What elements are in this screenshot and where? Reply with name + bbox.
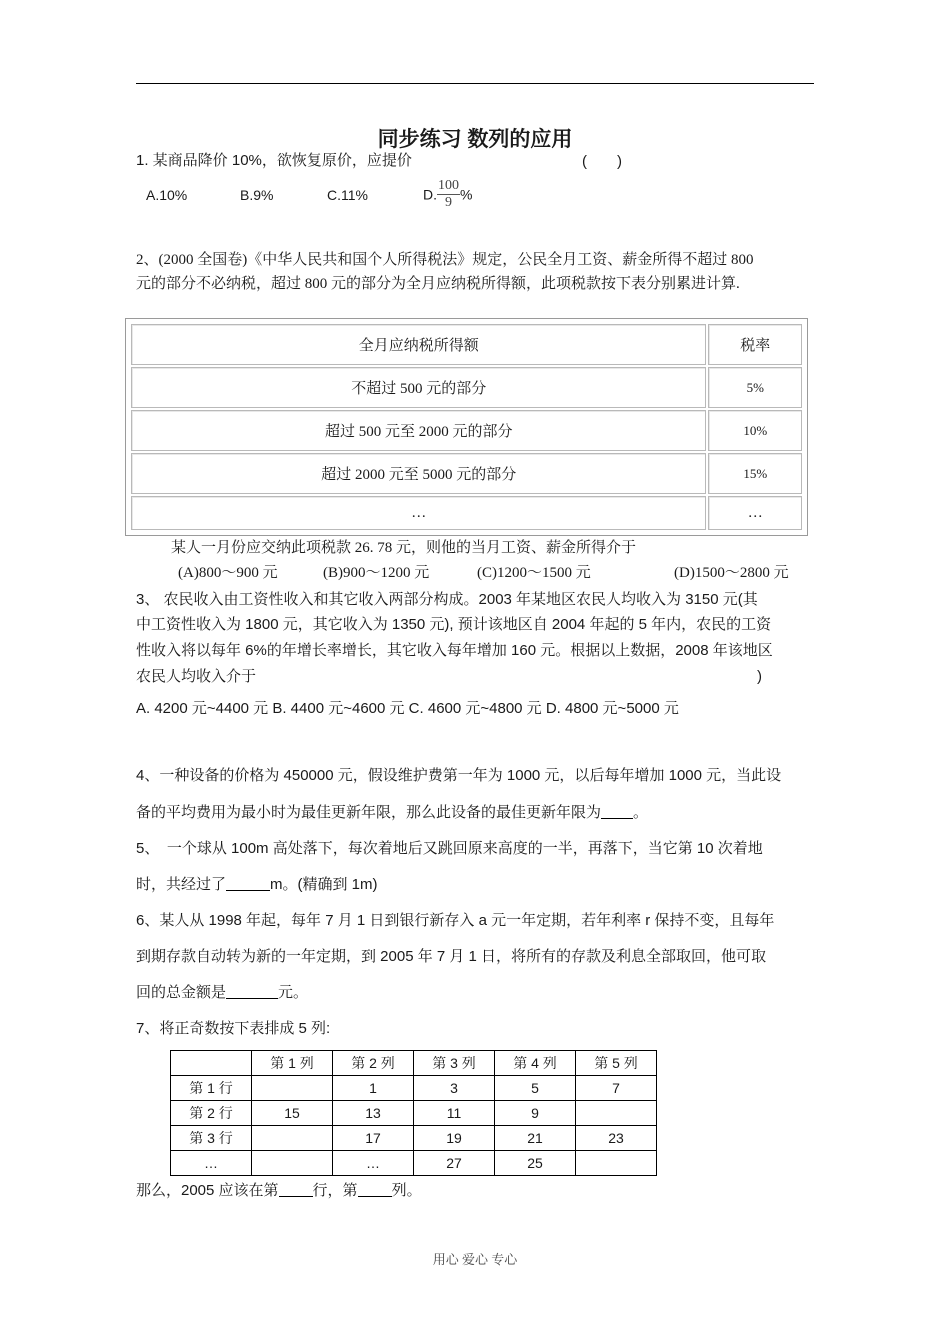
- table-cell: 超过 500 元至 2000 元的部分: [131, 410, 706, 451]
- table-cell: 10%: [708, 410, 802, 451]
- question-5-line-2: [136, 874, 378, 896]
- table-cell: [576, 1151, 657, 1176]
- table-cell: 15%: [708, 453, 802, 494]
- question-7-intro: 7、将正奇数按下表排成 5 列:: [136, 1020, 331, 1037]
- question-3-paren: ): [757, 668, 762, 685]
- table-row: [131, 453, 802, 494]
- table-cell: 9: [495, 1101, 576, 1126]
- fraction-denominator: 9: [445, 195, 452, 210]
- table-cell: 第 3 行: [171, 1126, 252, 1151]
- table-cell: 7: [576, 1076, 657, 1101]
- tax-rate-table: [129, 322, 804, 532]
- q2-option-d: (D)1500～2800 元: [674, 565, 789, 581]
- question-4-line-2: [136, 802, 648, 824]
- question-4-line-2-text: 备的平均费用为最小时为最佳更新年限，那么此设备的最佳更新年限为: [136, 804, 602, 821]
- table-cell: 第 1 行: [171, 1076, 252, 1101]
- table-row: [171, 1076, 657, 1101]
- question-7-ending-start: 那么，2005 应该在第: [136, 1182, 279, 1199]
- table-row: [131, 367, 802, 408]
- question-6-line-1: 6、某人从 1998 年起，每年 7 月 1 日到银行新存入 a 元一年定期，若年利率 r 保持不变，且每年: [136, 912, 775, 929]
- answer-blank: [601, 804, 633, 819]
- header-rule: [136, 83, 814, 84]
- table-cell: [252, 1126, 333, 1151]
- q2-option-c: (C)1200～1500 元: [477, 565, 591, 581]
- q1-option-d-prefix: D.: [423, 186, 437, 203]
- question-2-line-2: 元的部分不必纳税，超过 800 元的部分为全月应纳税所得额，此项税款按下表分别累进计算.: [136, 276, 740, 292]
- q1-option-b: B.9%: [240, 187, 274, 203]
- odd-number-table: [170, 1050, 657, 1176]
- table-cell: …: [333, 1151, 414, 1176]
- table-row: [171, 1151, 657, 1176]
- question-4-line-2-end: 。: [633, 804, 649, 821]
- question-2-line-1: 2、(2000 全国卷)《中华人民共和国个人所得税法》规定，公民全月工资、薪金所得不超过 800: [136, 252, 754, 268]
- table-cell: 15: [252, 1101, 333, 1126]
- table-header-cell: 第 5 列: [576, 1051, 657, 1076]
- table-row: [131, 496, 802, 530]
- question-7-ending-end: 列。: [391, 1182, 422, 1199]
- table-cell: 19: [414, 1126, 495, 1151]
- question-5-line-1: 5、 一个球从 100m 高处落下，每次着地后又跳回原来高度的一半，再落下，当它第 10 次着地: [136, 840, 763, 857]
- table-row: [171, 1126, 657, 1151]
- question-6-line-3-end: 元。: [278, 984, 309, 1001]
- table-row: [171, 1101, 657, 1126]
- table-cell: …: [708, 496, 802, 530]
- table-header-cell: 第 4 列: [495, 1051, 576, 1076]
- table-cell: 23: [576, 1126, 657, 1151]
- q1-option-a: A.10%: [146, 187, 188, 203]
- table-cell: …: [131, 496, 706, 530]
- table-cell: 1: [333, 1076, 414, 1101]
- answer-blank: [279, 1182, 313, 1197]
- table-cell: 第 2 行: [171, 1101, 252, 1126]
- table-cell: 5: [495, 1076, 576, 1101]
- question-5-line-2-start: 时，共经过了: [136, 876, 227, 893]
- fraction-numerator: 100: [438, 178, 459, 193]
- answer-blank: [358, 1182, 392, 1197]
- question-3-line-3: 性收入将以每年 6%的年增长率增长，其它收入每年增加 160 元。根据以上数据，2008 年该地区: [136, 642, 773, 659]
- table-row: [131, 410, 802, 451]
- question-6-line-2: 到期存款自动转为新的一年定期，到 2005 年 7 月 1 日，将所有的存款及利息全部取回，他可取: [136, 948, 767, 965]
- table-cell: 5%: [708, 367, 802, 408]
- answer-blank: [226, 876, 270, 891]
- question-5-line-2-end: m。(精确到 1m): [270, 876, 378, 893]
- answer-blank: [226, 984, 278, 999]
- table-cell: …: [171, 1151, 252, 1176]
- question-3-line-1: 3、 农民收入由工资性收入和其它收入两部分构成。2003 年某地区农民人均收入为 3150 元(其: [136, 591, 758, 608]
- question-1-text: 1. 某商品降价 10%，欲恢复原价，应提价: [136, 152, 412, 169]
- table-cell: 13: [333, 1101, 414, 1126]
- fraction: [437, 178, 460, 211]
- q1-option-d-suffix: %: [460, 186, 473, 203]
- table-cell: 17: [333, 1126, 414, 1151]
- table-cell: 25: [495, 1151, 576, 1176]
- q2-option-b: (B)900～1200 元: [323, 565, 430, 581]
- table-cell: 21: [495, 1126, 576, 1151]
- table-header-cell: [171, 1051, 252, 1076]
- question-4-line-1: 4、一种设备的价格为 450000 元，假设维护费第一年为 1000 元，以后每年增加 1000 元，当此设: [136, 767, 782, 784]
- question-7-ending: [136, 1180, 422, 1202]
- table-cell: 27: [414, 1151, 495, 1176]
- table-header-cell: 第 2 列: [333, 1051, 414, 1076]
- q1-option-d: [423, 178, 472, 211]
- table-header-cell: 全月应纳税所得额: [131, 324, 706, 365]
- question-6-line-3-start: 回的总金额是: [136, 984, 227, 1001]
- table-cell: 不超过 500 元的部分: [131, 367, 706, 408]
- table-cell: 超过 2000 元至 5000 元的部分: [131, 453, 706, 494]
- q1-option-c: C.11%: [327, 187, 368, 203]
- page-title: 同步练习 数列的应用: [377, 128, 573, 151]
- table-cell: 3: [414, 1076, 495, 1101]
- question-7-ending-mid: 行，第: [312, 1182, 358, 1199]
- table-header-cell: 第 3 列: [414, 1051, 495, 1076]
- tax-rate-table-frame: [125, 318, 808, 536]
- question-2-after: 某人一月份应交纳此项税款 26. 78 元，则他的当月工资、薪金所得介于: [171, 540, 637, 556]
- q2-option-a: (A)800～900 元: [178, 565, 278, 581]
- question-3-line-4: 农民人均收入介于: [136, 668, 257, 685]
- question-1-paren: ( ): [582, 153, 622, 170]
- table-header-row: [131, 324, 802, 365]
- table-cell: [252, 1076, 333, 1101]
- question-6-line-3: [136, 982, 308, 1004]
- table-header-cell: 税率: [708, 324, 802, 365]
- question-3-options: A. 4200 元~4400 元 B. 4400 元~4600 元 C. 4600 元~4800 元 D. 4800 元~5000 元: [136, 700, 679, 717]
- question-3-line-2: 中工资性收入为 1800 元，其它收入为 1350 元), 预计该地区自 2004 年起的 5 年内，农民的工资: [136, 616, 772, 633]
- table-cell: [576, 1101, 657, 1126]
- table-cell: 11: [414, 1101, 495, 1126]
- table-cell: [252, 1151, 333, 1176]
- table-header-row: [171, 1051, 657, 1076]
- table-header-cell: 第 1 列: [252, 1051, 333, 1076]
- page-footer: 用心 爱心 专心: [432, 1252, 518, 1267]
